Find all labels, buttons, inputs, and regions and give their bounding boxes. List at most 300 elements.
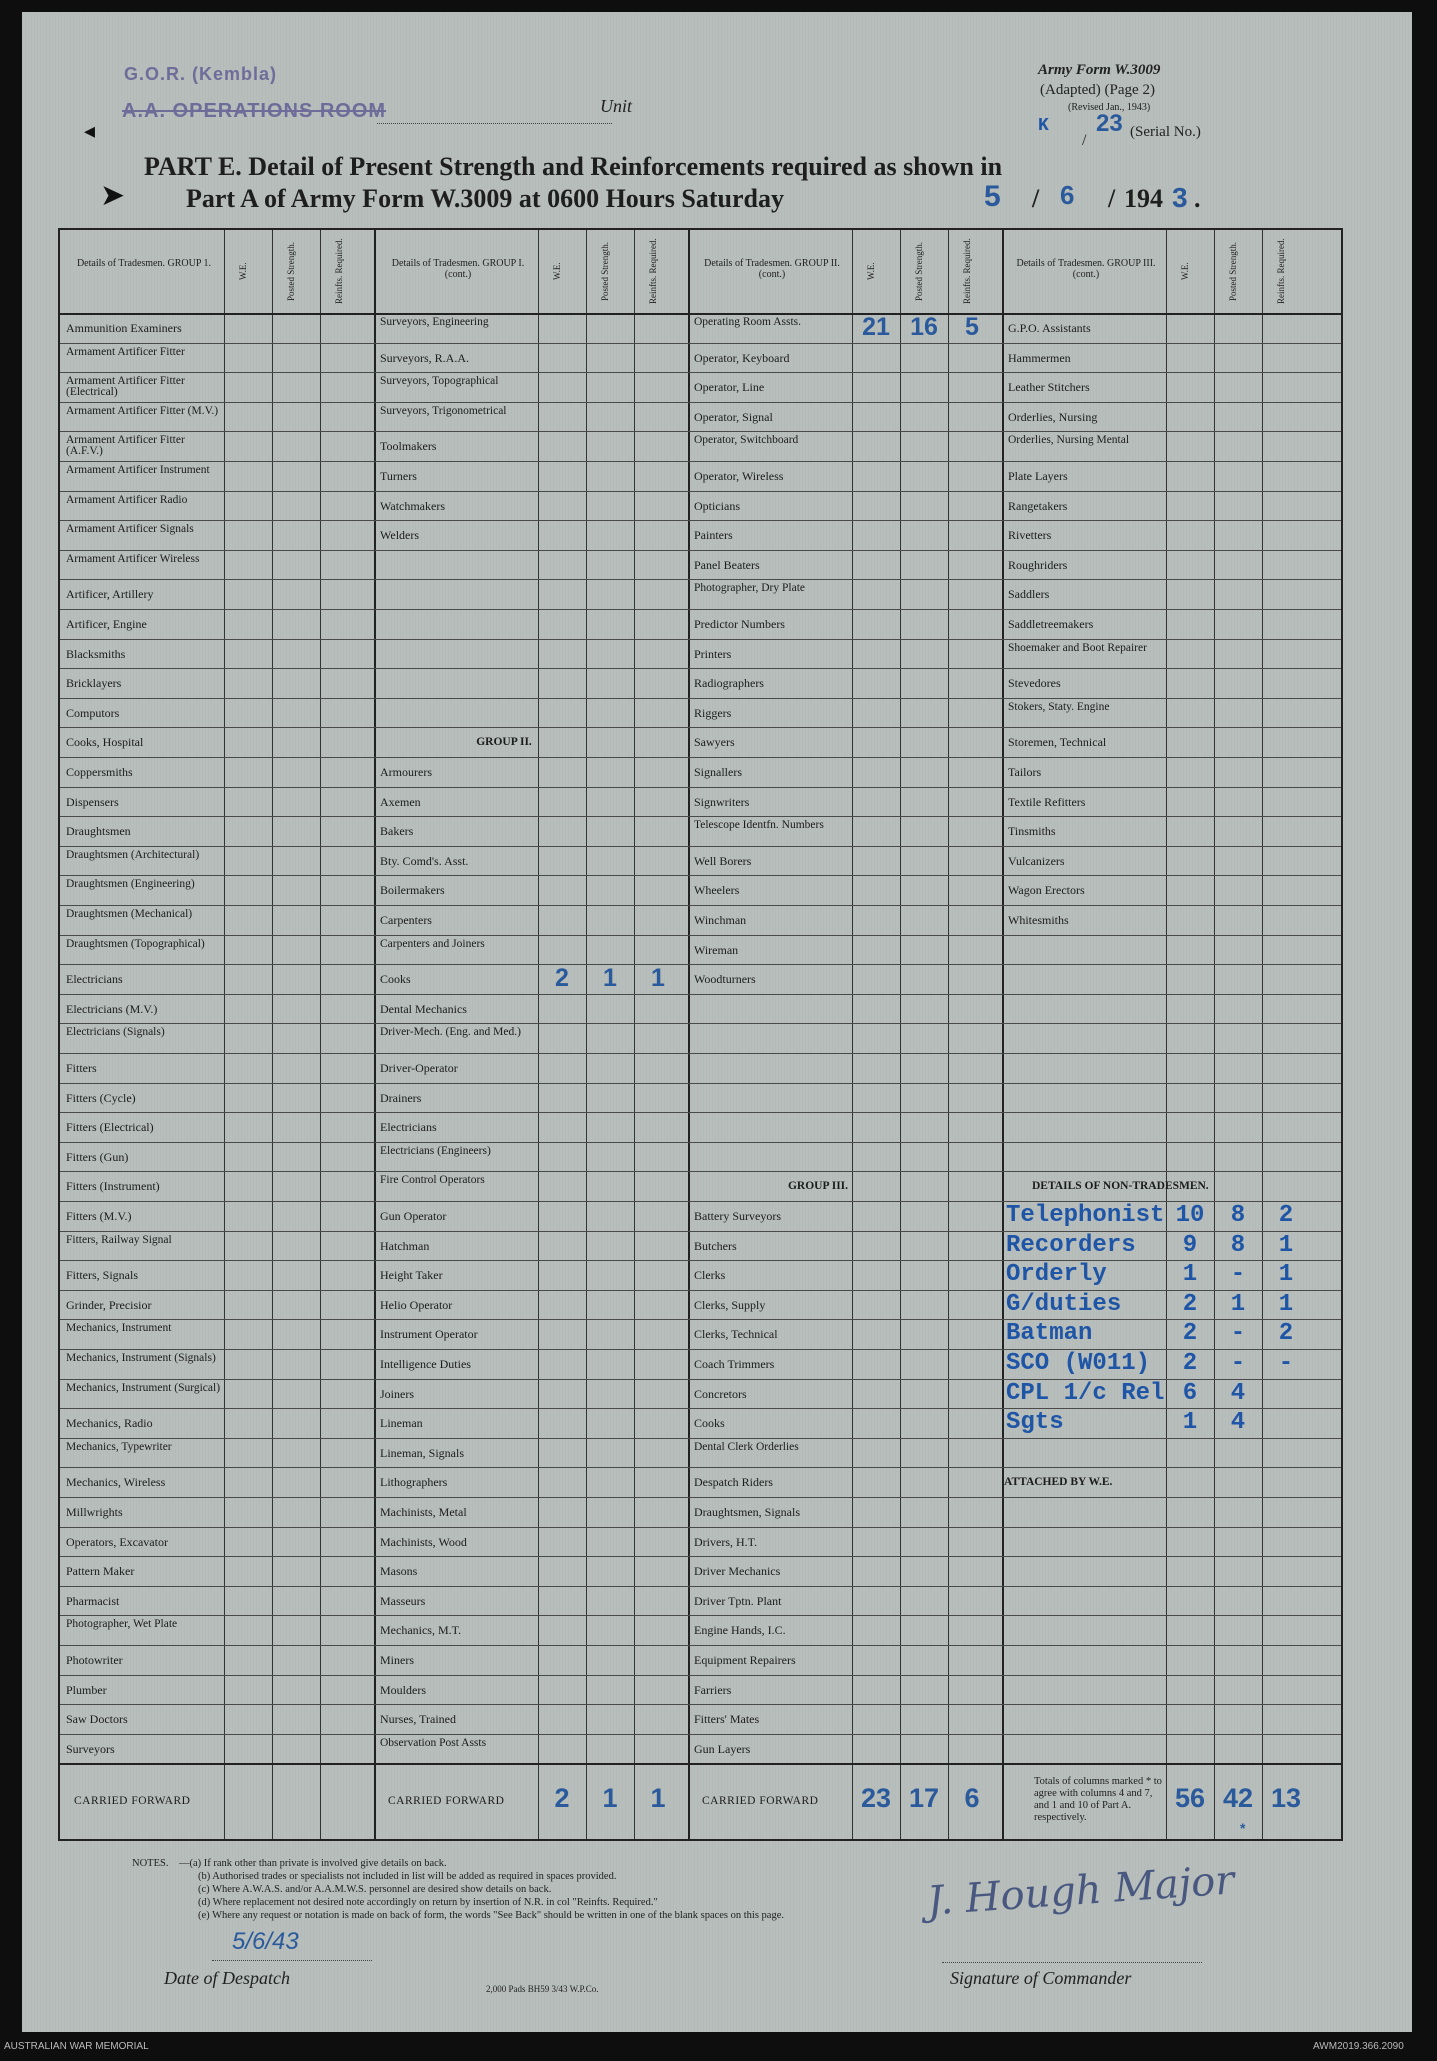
- trade-name: Vulcanizers: [1008, 853, 1065, 868]
- carried-forward-value: 1: [650, 1783, 666, 1814]
- trade-name: Rivetters: [1008, 528, 1052, 543]
- trade-name: Pattern Maker: [66, 1564, 135, 1579]
- row-rule: [60, 402, 1341, 403]
- reinfts-column-header: Reinfts. Required.: [962, 238, 972, 304]
- carried-forward-label: CARRIED FORWARD: [388, 1795, 505, 1808]
- row-rule: [60, 1083, 1341, 1084]
- trade-name: Stokers, Staty. Engine: [1008, 700, 1110, 713]
- trade-name: Gun Layers: [694, 1741, 751, 1756]
- trade-name: Tailors: [1008, 765, 1042, 779]
- trade-name: Fitters, Railway Signal: [66, 1233, 172, 1246]
- non-tradesman-reinfts: 1: [1278, 1231, 1294, 1259]
- date-year-written: 3: [1172, 182, 1188, 213]
- trade-name: Surveyors, Engineering: [380, 316, 489, 328]
- trade-name: Textile Refitters: [1008, 794, 1086, 809]
- we-column-header: W.E.: [866, 262, 876, 280]
- column-line: [948, 230, 949, 1839]
- non-tradesman-we: 9: [1182, 1231, 1198, 1259]
- strength-value: 5: [965, 313, 979, 341]
- trade-name: Blacksmiths: [66, 646, 126, 661]
- row-rule: [60, 579, 1341, 580]
- trade-name: Shoemaker and Boot Repairer: [1008, 641, 1147, 654]
- trade-name: Armament Artificer Signals: [66, 523, 194, 536]
- trade-name: Fitters (Instrument): [66, 1179, 160, 1194]
- row-rule: [60, 1112, 1341, 1113]
- section-divider: [374, 230, 376, 1839]
- despatch-date: 5/6/43: [232, 1928, 299, 1955]
- row-rule: [60, 1704, 1341, 1705]
- date-month: 6: [1060, 180, 1075, 210]
- trade-name: Driver Mechanics: [694, 1564, 781, 1579]
- trade-name: Axemen: [380, 794, 421, 809]
- trade-name: ATTACHED BY W.E.: [1004, 1476, 1113, 1489]
- unit-stamp-line2: A.A. OPERATIONS ROOM: [122, 100, 387, 122]
- non-tradesman-name: SCO (W011): [1006, 1350, 1151, 1377]
- trade-name: Artificer, Engine: [66, 617, 147, 631]
- trade-name: Machinists, Wood: [380, 1534, 467, 1549]
- trade-name: Armament Artificer Fitter (A.F.V.): [66, 434, 185, 458]
- trade-name: Dental Mechanics: [380, 1001, 467, 1016]
- trade-name: Panel Beaters: [694, 557, 760, 572]
- column-line: [586, 230, 587, 1839]
- trade-name: Joiners: [380, 1386, 414, 1401]
- trade-name: Drainers: [380, 1090, 422, 1105]
- trade-name: Armament Artificer Fitter: [66, 345, 185, 358]
- non-tradesman-we: 6: [1182, 1379, 1198, 1407]
- trade-name: Bricklayers: [66, 676, 122, 691]
- arrow-mark: ➤: [100, 179, 126, 212]
- trade-name: Clerks, Technical: [694, 1327, 778, 1342]
- non-tradesman-we: 2: [1182, 1350, 1198, 1377]
- strength-value: 16: [910, 313, 938, 341]
- trade-name: Saddletreemakers: [1008, 617, 1094, 631]
- section-divider: [1002, 230, 1004, 1839]
- trade-name: Bakers: [380, 824, 414, 839]
- row-rule: [60, 1645, 1341, 1646]
- trade-name: Armourers: [380, 765, 432, 779]
- non-tradesman-reinfts: 1: [1278, 1290, 1294, 1318]
- row-rule: [60, 787, 1341, 788]
- trade-name: Cooks, Hospital: [66, 735, 144, 750]
- trade-name: Saddlers: [1008, 587, 1050, 602]
- form-number: Army Form W.3009: [1038, 62, 1161, 78]
- trade-name: Lineman, Signals: [380, 1445, 464, 1460]
- trade-name: Fitters' Mates: [694, 1712, 760, 1727]
- trade-name: Welders: [380, 528, 420, 543]
- trade-name: Orderlies, Nursing Mental: [1008, 434, 1130, 447]
- header-rule: [60, 313, 1341, 315]
- form-page: G.O.R. (Kembla) A.A. OPERATIONS ROOM ◂ Unit Army Form W.3009 (Adapted) (Page 2) (Revised Jan., 1943) K / 23 (Serial No.) ➤ PART E. Detail of Present Strength and Reinforcements required as shown in Part A of Army Form W.3009 at 0600 Hours Saturday 5 / 6 / 194 3 . Details of Tradesmen. GROUP 1. Details of Tradesmen. GROUP I. (cont.) Details of Tradesmen. GROUP II. (cont.) Details of Tradesmen. GROUP III. (cont.) W.E. Posted Strength. Reinfts. Required. W.E. Posted Strength. Reinfts. Required. W.E. Posted Strength. Reinfts. Required. W.E. Posted Strength. Reinfts. Required. Ammunition Examiners Armament Artificer Fitter Armament Artificer Fitter (Electrical) Armament Artificer Fitter (M.V.) Armament Artificer Fitter (A.F.V.) Armament Artificer Instrument Armament Artificer Radio Armament Artificer Signals Armament Artificer Wireless Artificer, Artillery Artificer, Engine Blacksmiths Bricklayers Computors Cooks, Hospital Coppersmiths Dispensers Draughtsmen Draughtsmen (Architectural) Draughtsmen (Engineering) Draughtsmen (Mechanical) Draughtsmen (Topographical) Electricians Electricians (M.V.) Electricians (Signals) Fitters Fitters (Cycle) Fitters (Electrical) Fitters (Gun) Fitters (Instrument) Fitters (M.V.) Fitters, Railway Signal Fitters, Signals Grinder, Precisior Mechanics, Instrument Mechanics, Instrument (Signals) Mechanics, Instrument (Surgical) Mechanics, Radio Mechanics, Typewriter Mechanics, Wireless Millwrights Operators, Excavator Pattern Maker Pharmacist Photographer, Wet Plate Photowriter Plumber Saw Doctors Surveyors Surveyors, Engineering Surveyors, R.A.A. Surveyors, Topographical Surveyors, Trigonometrical Toolmakers Turners Watchmakers Welders GROUP II. Armourers Axemen Bakers Bty. Comd's. Asst. Boilermakers Carpenters Carpenters and Joiners Cooks Dental Mechanics Driver-Mech. (Eng. and Med.) Driver-Operator Drainers Electricians Electricians (Engineers) Fire Control Operators Gun Operator Hatchman Height Taker Helio Operator Instrument Operator Intelligence Duties Joiners Lineman Lineman, Signals Lithographers Machinists, Metal Machinists, Wood Masons Masseurs Mechanics, M.T. Miners Moulders Nurses, Trained Observation Post Assts Operating Room Assts. Operator, Keyboard Operator, Line Operator, Signal Operator, Switchboard Operator, Wireless Opticians Painters Panel Beaters Photographer, Dry Plate Predictor Numbers Printers Radiographers Riggers Sawyers Signallers Signwriters Telescope Identfn. Numbers Well Borers Wheelers Winchman Wireman Woodturners GROUP III. Battery Surveyors Butchers Clerks Clerks, Supply Clerks, Technical Coach Trimmers Concretors Cooks Dental Clerk Orderlies Despatch Riders Draughtsmen, Signals Drivers, H.T. Driver Mechanics Driver Tptn. Plant Engine Hands, I.C. Equipment Repairers Farriers Fitters' Mates Gun Layers G.P.O. Assistants Hammermen Leather Stitchers Orderlies, Nursing Orderlies, Nursing Mental Plate Layers Rangetakers Rivetters Roughriders Saddlers Saddletreemakers Shoemaker and Boot Repairer Stevedores Stokers, Staty. Engine Storemen, Technical Tailors Textile Refitters Tinsmiths Vulcanizers Wagon Erectors Whitesmiths DETAILS OF NON-TRADESMEN. ATTACHED BY W.E. CARRIED FORWARD CARRIED FORWARD CARRIED FORWARD 21 16 5 2 1 1 Telephonist 10 8 2 Recorders 9 8 1 Orderly 1 - 1 G/duties 2 1 1 Batman 2 - 2 SCO (W011) 2 - - CPL 1/c Rel 6 4 Sgts 1 4 2 1 1 23 17 6 56 42 13 Totals of columns marked * to agree with columns 4 and 7, and 1 and 10 of Part A. respectively. * NOTES. —(a) If rank other than private is involved give details on back. (b) Authorised trades or specialists not included in list will be added as required in spaces provided. (c) Where A.W.A.S. and/or A.A.M.W.S. personnel are desired show details on back. (d) Where replacement not desired note accordingly on return by insertion of N.R. in col "Reinfts. Required." (e) Where any request or notation is made on back of form, the words "See Back" should be written in one of the blank spaces on this page. 5/6/43 Date of Despatch 2,000 Pads BH59 3/43 W.P.Co. J. Hough Major Signature of Commander: [22, 12, 1412, 2032]
- row-rule: [60, 1763, 1341, 1765]
- trade-name: Whitesmiths: [1008, 913, 1069, 927]
- non-tradesman-posted: -: [1230, 1350, 1246, 1377]
- trade-name: Clerks, Supply: [694, 1297, 766, 1312]
- trade-name: Helio Operator: [380, 1297, 453, 1312]
- trade-name: Cooks: [694, 1416, 725, 1431]
- carried-forward-label: CARRIED FORWARD: [74, 1795, 191, 1808]
- trade-name: Armament Artificer Radio: [66, 493, 188, 506]
- trade-name: Opticians: [694, 498, 740, 513]
- non-tradesman-reinfts: 2: [1278, 1320, 1294, 1348]
- trade-name: Electricians (M.V.): [66, 1001, 158, 1016]
- row-rule: [60, 1556, 1341, 1557]
- trade-name: Wheelers: [694, 883, 740, 898]
- trade-name: Operator, Signal: [694, 409, 773, 424]
- date-year-printed: 194: [1124, 184, 1163, 213]
- row-rule: [60, 1467, 1341, 1468]
- trade-name: Machinists, Metal: [380, 1505, 467, 1519]
- trade-name: Operator, Keyboard: [694, 350, 790, 365]
- trade-name: Lithographers: [380, 1475, 448, 1490]
- row-rule: [60, 964, 1341, 965]
- trade-name: Surveyors, Trigonometrical: [380, 404, 507, 417]
- form-adapted: (Adapted) (Page 2): [1040, 82, 1155, 98]
- row-rule: [60, 609, 1341, 610]
- note-d: (d) Where replacement not desired note accordingly on return by insertion of N.R. in col "Reinfts. Required.": [198, 1897, 658, 1908]
- note-e: (e) Where any request or notation is made on back of form, the words "See Back" should be written in one of the blank spaces on this page.: [198, 1910, 785, 1921]
- printer-imprint: 2,000 Pads BH59 3/43 W.P.Co.: [486, 1984, 599, 1994]
- row-rule: [60, 1290, 1341, 1291]
- totals-asterisk: *: [1240, 1820, 1246, 1836]
- trade-name: Millwrights: [66, 1505, 123, 1519]
- trade-name: Farriers: [694, 1682, 732, 1697]
- trade-name: Watchmakers: [380, 498, 446, 513]
- column-line: [1262, 230, 1263, 1839]
- trade-name: Moulders: [380, 1682, 426, 1697]
- row-rule: [60, 491, 1341, 492]
- trade-name: GROUP II.: [476, 736, 532, 749]
- trade-name: Concretors: [694, 1386, 747, 1401]
- row-rule: [60, 905, 1341, 906]
- trade-name: Turners: [380, 469, 417, 483]
- non-tradesman-name: G/duties: [1006, 1290, 1122, 1318]
- trade-name: Ammunition Examiners: [66, 321, 182, 335]
- trade-name: Fitters (Electrical): [66, 1120, 154, 1135]
- trade-name: Observation Post Assts: [380, 1736, 487, 1749]
- trade-name: Electricians (Signals): [66, 1026, 165, 1039]
- trade-name: Painters: [694, 528, 733, 543]
- trade-name: Fire Control Operators: [380, 1174, 485, 1187]
- trade-name: Masseurs: [380, 1593, 426, 1608]
- reinfts-column-header: Reinfts. Required.: [334, 238, 344, 304]
- despatch-label: Date of Despatch: [164, 1968, 290, 1988]
- row-rule: [60, 816, 1341, 817]
- row-rule: [60, 757, 1341, 758]
- trade-name: Stevedores: [1008, 676, 1061, 691]
- archive-reference: AWM2019.366.2090: [1313, 2041, 1404, 2052]
- carried-forward-value: 6: [964, 1783, 980, 1814]
- trade-name: Mechanics, Radio: [66, 1416, 153, 1431]
- trade-name: Electricians (Engineers): [380, 1144, 491, 1157]
- non-tradesman-name: CPL 1/c Rel: [1006, 1379, 1165, 1407]
- trade-name: Coppersmiths: [66, 765, 133, 779]
- trade-name: Armament Artificer Wireless: [66, 552, 200, 565]
- margin-tick: ◂: [84, 118, 96, 143]
- trade-name: Rangetakers: [1008, 498, 1068, 513]
- trade-name: Plumber: [66, 1682, 107, 1697]
- non-tradesman-we: 10: [1175, 1202, 1205, 1229]
- trade-name: Fitters (M.V.): [66, 1209, 132, 1223]
- trade-name: Driver Tptn. Plant: [694, 1593, 782, 1608]
- strength-table: [58, 228, 1343, 1841]
- trade-name: Mechanics, Instrument: [66, 1322, 172, 1335]
- unit-label: Unit: [600, 96, 633, 116]
- non-tradesman-name: Recorders: [1006, 1231, 1136, 1259]
- trade-name: Nurses, Trained: [380, 1712, 457, 1727]
- non-tradesman-we: 2: [1182, 1290, 1198, 1318]
- non-tradesman-reinfts: 2: [1278, 1202, 1294, 1229]
- row-rule: [60, 1497, 1341, 1498]
- posted-column-header: Posted Strength.: [286, 241, 296, 301]
- row-rule: [60, 994, 1341, 995]
- row-rule: [60, 550, 1341, 551]
- row-rule: [60, 372, 1341, 373]
- unit-underline: [377, 123, 612, 124]
- row-rule: [60, 639, 1341, 640]
- trade-name: Operator, Line: [694, 380, 765, 395]
- col1-header: Details of Tradesmen. GROUP 1.: [76, 258, 212, 269]
- date-day: 5: [984, 180, 1001, 213]
- trade-name: Leather Stitchers: [1008, 380, 1090, 395]
- title-line1: PART E. Detail of Present Strength and Reinforcements required as shown in: [144, 152, 1003, 181]
- col2-header: Details of Tradesmen. GROUP I. (cont.): [391, 258, 525, 280]
- trade-name: Intelligence Duties: [380, 1357, 471, 1371]
- row-rule: [60, 698, 1341, 699]
- notes-label: NOTES.: [132, 1858, 169, 1869]
- row-rule: [60, 343, 1341, 344]
- non-tradesman-reinfts: 1: [1278, 1261, 1294, 1289]
- trade-name: Instrument Operator: [380, 1327, 478, 1342]
- archive-caption: AUSTRALIAN WAR MEMORIAL: [4, 2041, 149, 2052]
- carried-forward-value: 42: [1222, 1783, 1254, 1814]
- row-rule: [60, 668, 1341, 669]
- trade-name: Surveyors: [66, 1741, 115, 1756]
- trade-name: Printers: [694, 646, 732, 661]
- posted-column-header: Posted Strength.: [600, 241, 610, 301]
- row-rule: [60, 1319, 1341, 1320]
- trade-name: Bty. Comd's. Asst.: [380, 853, 469, 868]
- carried-forward-value: 2: [554, 1783, 570, 1814]
- trade-name: Fitters (Gun): [66, 1149, 129, 1164]
- trade-name: Signwriters: [694, 794, 750, 809]
- non-tradesman-reinfts: -: [1278, 1350, 1294, 1377]
- non-tradesman-we: 2: [1182, 1320, 1198, 1348]
- trade-name: Dispensers: [66, 794, 119, 809]
- carried-forward-value: 23: [860, 1783, 892, 1814]
- trade-name: Signallers: [694, 765, 742, 779]
- trade-name: Hammermen: [1008, 350, 1071, 365]
- strength-value: 2: [555, 964, 569, 993]
- trade-name: Coach Trimmers: [694, 1357, 775, 1371]
- column-line: [1166, 230, 1167, 1839]
- trade-name: Drivers, H.T.: [694, 1534, 758, 1549]
- trade-name: Hatchman: [380, 1238, 430, 1253]
- unit-stamp-line1: G.O.R. (Kembla): [124, 64, 278, 84]
- row-rule: [60, 1053, 1341, 1054]
- trade-name: Artificer, Artillery: [66, 587, 154, 602]
- non-tradesman-name: Sgts: [1006, 1409, 1064, 1437]
- commander-signature: J. Hough Major: [925, 1857, 1236, 1925]
- trade-name: Photographer, Dry Plate: [694, 582, 806, 595]
- trade-name: Surveyors, R.A.A.: [380, 350, 469, 365]
- carried-forward-value: 13: [1270, 1783, 1302, 1814]
- title-line2: Part A of Army Form W.3009 at 0600 Hours Saturday: [186, 184, 784, 213]
- trade-name: Mechanics, Instrument (Surgical): [66, 1381, 221, 1394]
- trade-name: Fitters (Cycle): [66, 1090, 136, 1105]
- form-revised: (Revised Jan., 1943): [1068, 102, 1151, 113]
- trade-name: Draughtsmen (Engineering): [66, 878, 195, 891]
- reinfts-column-header: Reinfts. Required.: [648, 238, 658, 304]
- row-rule: [60, 935, 1341, 936]
- trade-name: Dental Clerk Orderlies: [694, 1440, 799, 1453]
- reinfts-column-header: Reinfts. Required.: [1276, 238, 1286, 304]
- trade-name: Armament Artificer Fitter (Electrical): [66, 375, 185, 399]
- row-rule: [60, 461, 1341, 462]
- trade-name: Storemen, Technical: [1008, 735, 1107, 750]
- trade-name: Operators, Excavator: [66, 1534, 168, 1549]
- carried-forward-label: CARRIED FORWARD: [702, 1795, 819, 1808]
- non-tradesman-posted: -: [1230, 1320, 1246, 1348]
- col4-header: Details of Tradesmen. GROUP III. (cont.): [1016, 258, 1156, 280]
- trade-name: Fitters: [66, 1061, 97, 1075]
- row-rule: [60, 846, 1341, 847]
- trade-name: G.P.O. Assistants: [1008, 321, 1091, 335]
- trade-name: Operating Room Assts.: [694, 316, 802, 328]
- column-line: [272, 230, 273, 1839]
- trade-name: Operator, Wireless: [694, 469, 784, 483]
- row-rule: [60, 1171, 1341, 1172]
- column-line: [900, 230, 901, 1839]
- totals-note: Totals of columns marked * to agree with columns 4 and 7, and 1 and 10 of Part A. respectively.: [1034, 1776, 1162, 1823]
- non-tradesman-posted: -: [1230, 1261, 1246, 1289]
- trade-name: Mechanics, Wireless: [66, 1475, 166, 1490]
- trade-name: Telescope Identfn. Numbers: [694, 819, 824, 832]
- non-tradesman-posted: 4: [1230, 1379, 1246, 1407]
- row-rule: [60, 1675, 1341, 1676]
- posted-column-header: Posted Strength.: [1228, 241, 1238, 301]
- column-line: [538, 230, 539, 1839]
- strength-value: 1: [603, 964, 617, 993]
- trade-name: Carpenters and Joiners: [380, 937, 485, 950]
- column-line: [634, 230, 635, 1839]
- column-line: [852, 230, 853, 1839]
- signature-label: Signature of Commander: [950, 1968, 1132, 1988]
- trade-name: Draughtsmen (Mechanical): [66, 908, 193, 920]
- row-rule: [60, 1142, 1341, 1143]
- trade-name: Plate Layers: [1008, 469, 1068, 483]
- we-column-header: W.E.: [1180, 262, 1190, 280]
- non-tradesman-posted: 4: [1230, 1409, 1246, 1437]
- row-rule: [60, 875, 1341, 876]
- non-tradesman-posted: 8: [1230, 1231, 1246, 1259]
- non-tradesman-we: 1: [1182, 1409, 1198, 1437]
- trade-name: Butchers: [694, 1238, 737, 1253]
- trade-name: Electricians: [66, 972, 123, 987]
- non-tradesman-name: Telephonist: [1006, 1202, 1165, 1229]
- trade-name: Orderlies, Nursing: [1008, 409, 1098, 424]
- note-b: (b) Authorised trades or specialists not included in list will be added as required in spaces provided.: [198, 1871, 617, 1882]
- trade-name: Roughriders: [1008, 557, 1068, 572]
- trade-name: Photowriter: [66, 1653, 123, 1667]
- non-tradesman-posted: 1: [1230, 1290, 1246, 1318]
- trade-name: Predictor Numbers: [694, 617, 785, 631]
- row-rule: [60, 1408, 1341, 1409]
- non-tradesman-name: Batman: [1006, 1320, 1093, 1348]
- row-rule: [60, 1231, 1341, 1232]
- trade-name: Masons: [380, 1564, 418, 1579]
- trade-name: Saw Doctors: [66, 1712, 128, 1727]
- trade-name: Boilermakers: [380, 883, 445, 898]
- trade-name: Winchman: [694, 913, 747, 927]
- trade-name: Equipment Repairers: [694, 1653, 796, 1667]
- column-line: [1214, 230, 1215, 1839]
- trade-name: Lineman: [380, 1416, 423, 1431]
- trade-name: Mechanics, Instrument (Signals): [66, 1352, 216, 1364]
- trade-name: DETAILS OF NON-TRADESMEN.: [1032, 1180, 1209, 1193]
- trade-name: Grinder, Precisior: [66, 1297, 152, 1312]
- trade-name: Well Borers: [694, 853, 752, 868]
- note-a: —(a) If rank other than private is involved give details on back.: [179, 1858, 447, 1869]
- row-rule: [60, 1586, 1341, 1587]
- trade-name: Wagon Erectors: [1008, 883, 1085, 898]
- trade-name: Radiographers: [694, 676, 764, 691]
- trade-name: Driver-Mech. (Eng. and Med.): [380, 1026, 521, 1039]
- trade-name: Sawyers: [694, 735, 735, 750]
- trade-name: Wireman: [694, 942, 739, 957]
- row-rule: [60, 1023, 1341, 1024]
- trade-name: Armament Artificer Instrument: [66, 464, 210, 476]
- trade-name: Height Taker: [380, 1268, 443, 1283]
- trade-name: Despatch Riders: [694, 1475, 773, 1490]
- trade-name: GROUP III.: [787, 1180, 849, 1193]
- trade-name: Computors: [66, 705, 120, 720]
- trade-name: Armament Artificer Fitter (M.V.): [66, 404, 219, 417]
- row-rule: [60, 520, 1341, 521]
- serial-prefix: K: [1038, 116, 1049, 136]
- trade-name: Riggers: [694, 705, 732, 720]
- trade-name: Driver-Operator: [380, 1061, 458, 1075]
- trade-name: Battery Surveyors: [694, 1209, 781, 1223]
- we-column-header: W.E.: [238, 262, 248, 280]
- trade-name: Miners: [380, 1653, 414, 1667]
- trade-name: Woodturners: [694, 972, 756, 987]
- trade-name: Draughtsmen (Topographical): [66, 937, 205, 950]
- row-rule: [60, 1260, 1341, 1261]
- trade-name: Clerks: [694, 1268, 726, 1283]
- trade-name: Surveyors, Topographical: [380, 375, 499, 388]
- carried-forward-value: 56: [1174, 1783, 1206, 1814]
- trade-name: Electricians: [380, 1120, 437, 1135]
- trade-name: Toolmakers: [380, 439, 437, 454]
- trade-name: Draughtsmen, Signals: [694, 1505, 800, 1519]
- row-rule: [60, 1438, 1341, 1439]
- serial-label: (Serial No.): [1130, 124, 1201, 140]
- row-rule: [60, 1734, 1341, 1735]
- row-rule: [60, 1615, 1341, 1616]
- strength-value: 21: [862, 313, 890, 341]
- trade-name: Draughtsmen: [66, 824, 131, 839]
- note-c: (c) Where A.W.A.S. and/or A.A.M.W.S. personnel are desired show details on back.: [198, 1884, 552, 1895]
- carried-forward-value: 1: [602, 1783, 618, 1814]
- non-tradesman-we: 1: [1182, 1261, 1198, 1289]
- non-tradesman-name: Orderly: [1006, 1261, 1107, 1289]
- section-divider: [688, 230, 690, 1839]
- row-rule: [60, 1527, 1341, 1528]
- col3-header: Details of Tradesmen. GROUP II. (cont.): [704, 258, 840, 280]
- trade-name: Photographer, Wet Plate: [66, 1618, 178, 1631]
- trade-name: Draughtsmen (Architectural): [66, 848, 200, 861]
- carried-forward-value: 17: [908, 1783, 940, 1814]
